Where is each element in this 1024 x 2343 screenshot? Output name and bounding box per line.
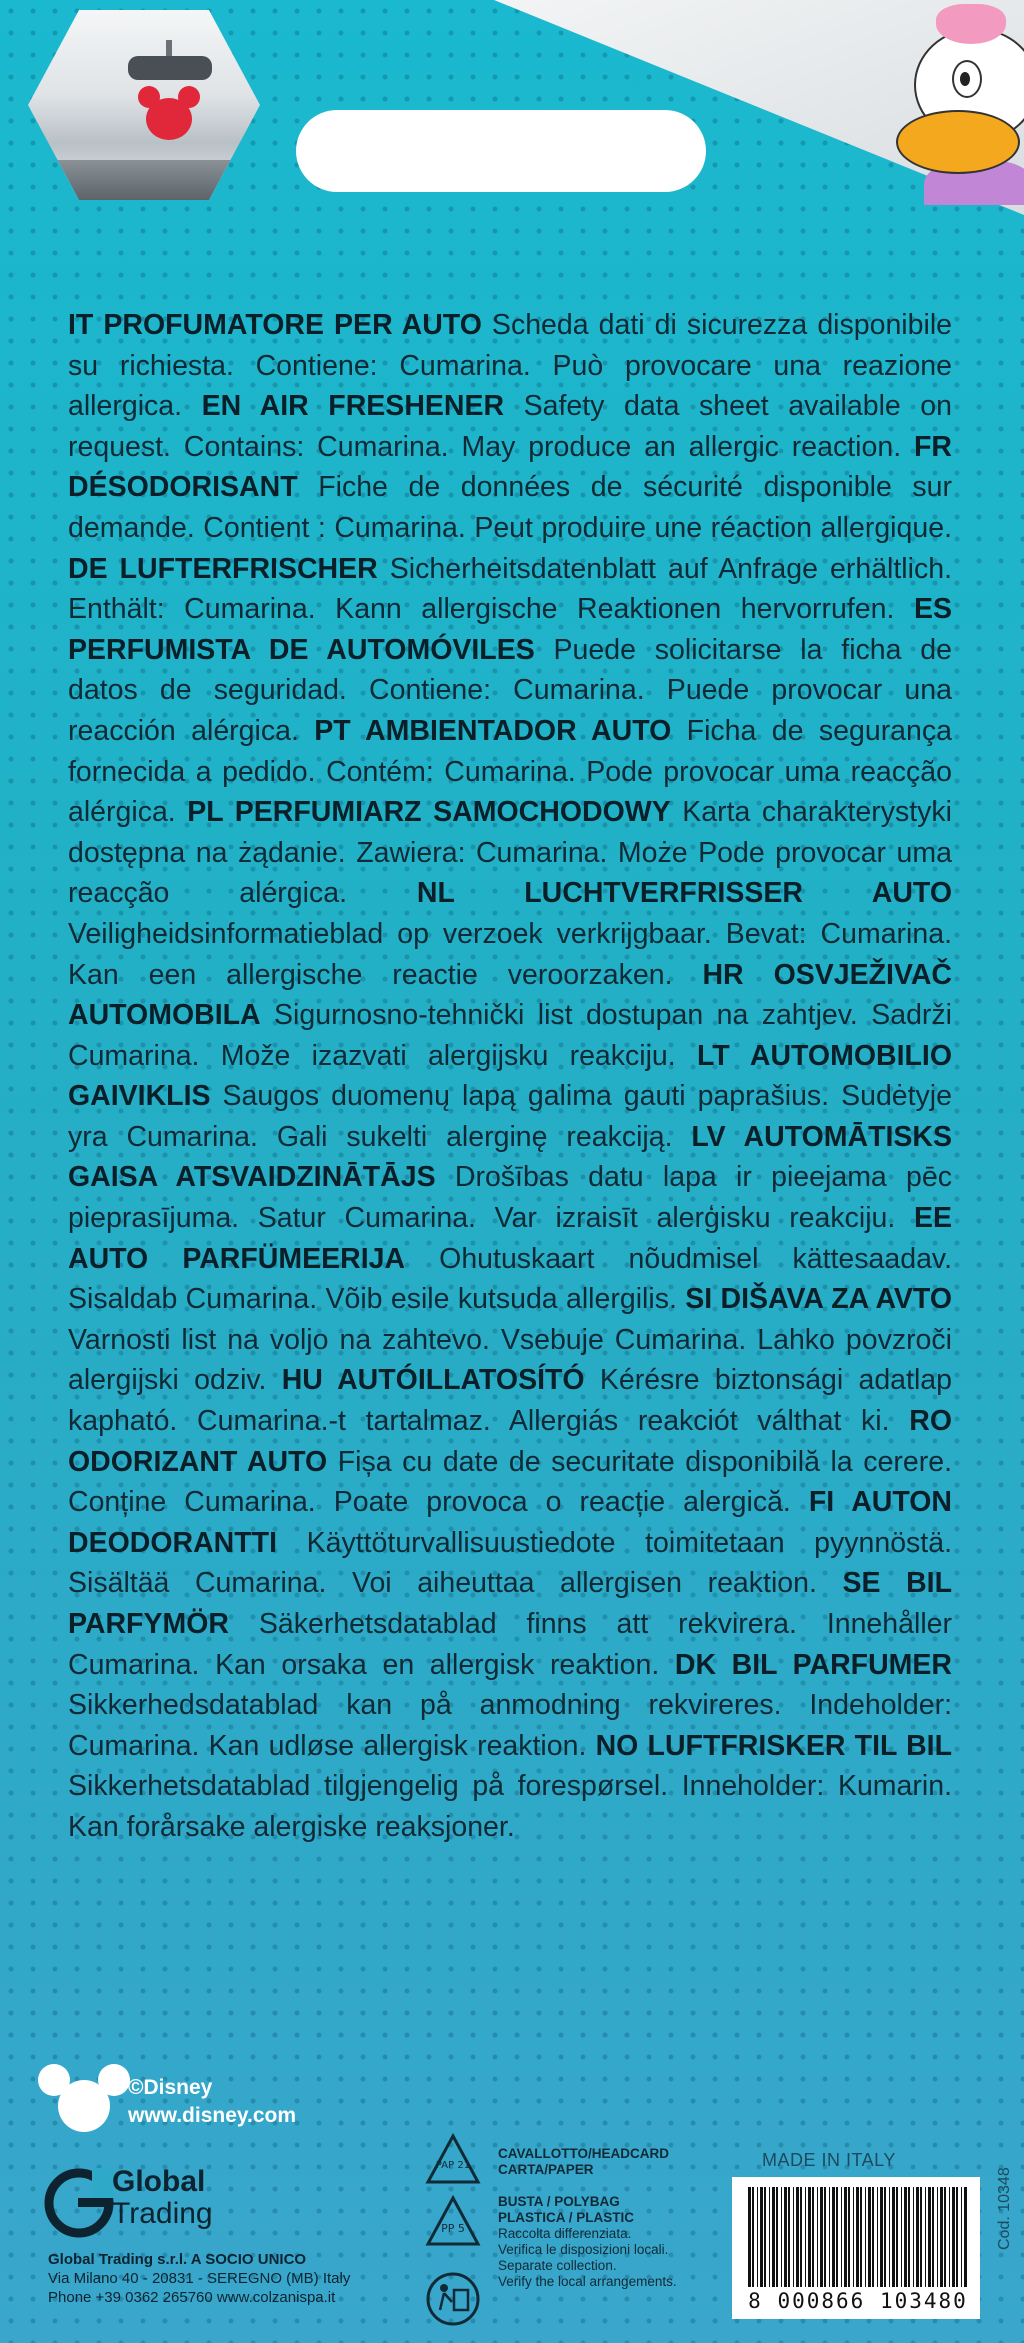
- made-in-label: MADE IN ITALY: [762, 2150, 896, 2170]
- global-trading-icon: [44, 2168, 114, 2238]
- language-heading: SE BIL PARFYMÖR: [68, 1567, 952, 1640]
- language-text: Varnosti list na voljo na zahtevo. Vsebuje Cumarina. Lahko povzroči alergijski odziv.: [68, 1323, 952, 1397]
- language-heading: HU AUTÓILLATOSÍTÓ: [281, 1364, 585, 1397]
- language-heading: FR DÉSODORISANT: [68, 430, 952, 504]
- company-name: Global Trading s.r.l. A SOCIO UNICO: [48, 2251, 307, 2268]
- language-heading: NL LUCHTVERFRISSER AUTO: [416, 877, 952, 910]
- plastic-line1: BUSTA / POLYBAG: [498, 2194, 620, 2209]
- language-text: Karta charakterystyki dostępna na żądanie. Zawiera: Cumarina. Może Pode provocar uma reacção alérgica.: [68, 796, 952, 910]
- language-heading: DE LUFTERFRISCHER: [68, 552, 378, 585]
- language-heading: PL PERFUMIARZ SAMOCHODOWY: [187, 796, 671, 829]
- mickey-head-icon: [34, 2062, 134, 2136]
- barcode: [732, 2177, 980, 2319]
- disney-url: www.disney.com: [128, 2104, 297, 2127]
- language-heading: FI AUTON DEODORANTTI: [68, 1486, 952, 1559]
- plastic-line4: Verifica le disposizioni locali.: [498, 2242, 669, 2257]
- barcode-bars: [746, 2187, 970, 2287]
- paper-line1: CAVALLOTTO/HEADCARD: [498, 2146, 669, 2161]
- language-text: Sikkerhetsdatablad tilgjengelig på forespørsel. Inneholder: Kumarin. Kan forårsake alergiske reaksjoner.: [68, 1770, 952, 1843]
- paper-label: [498, 2146, 669, 2178]
- minnie-charm-icon: [146, 98, 192, 140]
- safety-information-text: [68, 305, 952, 1848]
- language-heading: EE AUTO PARFÜMEERIJA: [68, 1202, 952, 1275]
- language-text: Säkerhetsdatablad finns att rekvirera. Innehåller Cumarina. Kan orsaka en allergisk reaktion.: [68, 1608, 952, 1681]
- language-heading: IT PROFUMATORE PER AUTO: [68, 309, 482, 341]
- character-beak: [896, 110, 1020, 174]
- company-address: Via Milano 40 - 20831 - SEREGNO (MB) Italy: [48, 2270, 351, 2287]
- plastic-recycle-icon: [424, 2194, 482, 2252]
- company-details: [48, 2250, 350, 2307]
- language-heading: NO LUFTFRISKER TIL BIL: [595, 1729, 952, 1762]
- language-heading: PT AMBIENTADOR AUTO: [314, 714, 672, 747]
- paper-code: PAP 21: [435, 2160, 471, 2171]
- plastic-line2: PLASTICA / PLASTIC: [498, 2210, 635, 2225]
- recycling-row-paper: [424, 2132, 704, 2188]
- language-text: Sikkerhedsdatablad kan på anmodning rekvireres. Indeholder: Cumarina. Kan udløse allergisk reaktion.: [68, 1689, 952, 1762]
- barcode-number: 8 000866 103480: [748, 2289, 968, 2313]
- language-heading: SI DIŠAVA ZA AVTO: [685, 1283, 952, 1316]
- plastic-line6: Verify the local arrangements.: [498, 2274, 677, 2289]
- language-text: Ohutuskaart nõudmisel kättesaadav. Sisaldab Cumarina. Võib esile kutsuda allergilis.: [68, 1242, 952, 1316]
- daisy-duck-illustration: [874, 0, 1024, 205]
- global-trading-name: [112, 2166, 213, 2230]
- language-text: Sicherheitsdatenblatt auf Anfrage erhältlich. Enthält: Cumarina. Kann allergische Reaktionen hervorrufen.: [68, 552, 952, 626]
- language-text: Fișa cu date de securitate disponibilă la cerere. Conține Cumarina. Poate provoca o reacție alergică.: [68, 1445, 952, 1519]
- recycling-info: [424, 2132, 704, 2332]
- language-heading: LT AUTOMOBILIO GAIVIKLIS: [68, 1039, 952, 1113]
- language-text: Fiche de données de sécurité disponible sur demande. Contient : Cumarina. Peut produire une réaction allergique.: [68, 471, 952, 544]
- language-text: Scheda dati di sicurezza disponibile su richiesta. Contiene: Cumarina. Può provocare una reazione allergica.: [68, 309, 952, 423]
- language-text: Drošības datu lapa ir pieejama pēc pieprasījuma. Satur Cumarina. Var izraisīt alerģisku reakciju.: [68, 1161, 952, 1235]
- language-text: Safety data sheet available on request. Contains: Cumarina. May produce an allergic reaction.: [68, 390, 952, 463]
- disney-credit: [128, 2074, 296, 2130]
- disney-copyright: ©Disney: [128, 2076, 213, 2099]
- plastic-line5: Separate collection.: [498, 2258, 617, 2273]
- product-code: Cod. 10348: [996, 2167, 1013, 2250]
- language-text: Ficha de segurança fornecida a pedido. Contém: Cumarina. Pode provocar uma reacção alérgica.: [68, 714, 952, 829]
- plastic-label: [498, 2194, 677, 2290]
- recycling-row-plastic: [424, 2194, 704, 2289]
- company-contact: Phone +39 0362 265760 www.colzanispa.it: [48, 2289, 336, 2306]
- hang-hole: [296, 110, 706, 192]
- language-heading: RO ODORIZANT AUTO: [68, 1405, 952, 1478]
- plastic-line3: Raccolta differenziata.: [498, 2226, 632, 2241]
- language-text: Sigurnosno-tehnički list dostupan na zahtjev. Sadrži Cumarina. Može izazvati alergijsku reakciju.: [68, 999, 952, 1072]
- plastic-code: PP 5: [441, 2222, 465, 2235]
- language-text: Kérésre biztonsági adatlap kapható. Cumarina.-t tartalmaz. Allergiás reakciót válthat ki.: [68, 1364, 952, 1438]
- paper-recycle-icon: [424, 2132, 482, 2190]
- character-eye: [952, 60, 982, 98]
- character-bow: [936, 4, 1006, 44]
- language-text: Puede solicitarse la ficha de datos de seguridad. Contiene: Cumarina. Puede provocar una reacción alérgica.: [68, 633, 953, 747]
- paper-line2: CARTA/PAPER: [498, 2162, 594, 2177]
- language-heading: HR OSVJEŽIVAČ AUTOMOBILA: [68, 958, 952, 1032]
- dashboard: [28, 160, 260, 200]
- rear-view-mirror: [128, 56, 212, 80]
- language-heading: ES PERFUMISTA DE AUTOMÓVILES: [68, 593, 952, 666]
- product-photo: [28, 10, 260, 200]
- global-trading-line2: Trading: [112, 2197, 213, 2230]
- language-heading: EN AIR FRESHENER: [201, 390, 505, 423]
- language-text: Veiligheidsinformatieblad op verzoek verkrijgbaar. Bevat: Cumarina. Kan een allergische reactie veroorzaken.: [68, 917, 952, 991]
- language-text: Käyttöturvallisuustiedote toimitetaan pyynnöstä. Sisältää Cumarina. Voi aiheuttaa allergisen reaktion.: [68, 1526, 952, 1600]
- language-text: Saugos duomenų lapą galima gauti paprašius. Sudėtyje yra Cumarina. Gali sukelti alerginę reakciją.: [68, 1080, 952, 1153]
- language-heading: DK BIL PARFUMER: [674, 1648, 952, 1681]
- language-heading: LV AUTOMĀTISKS GAISA ATSVAIDZINĀTĀJS: [68, 1120, 953, 1194]
- global-trading-line1: Global: [112, 2165, 206, 2198]
- waste-bin-icon: [424, 2270, 482, 2328]
